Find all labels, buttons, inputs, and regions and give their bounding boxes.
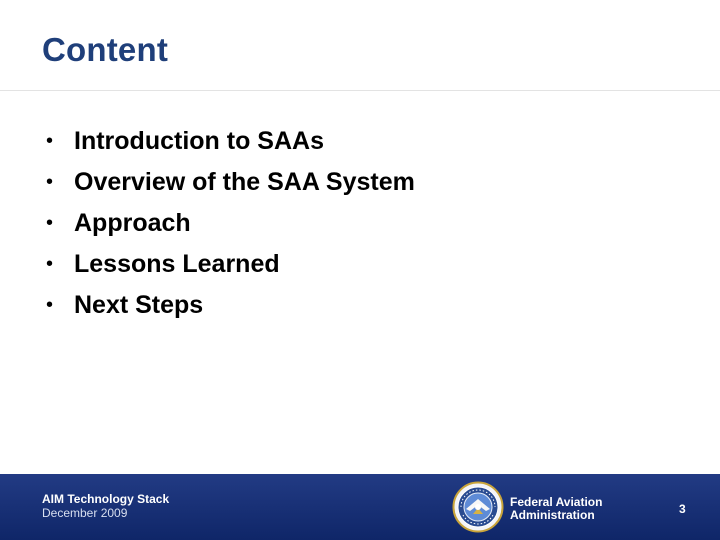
footer-bar bbox=[0, 474, 720, 540]
bullet-marker: • bbox=[46, 171, 54, 193]
title-divider bbox=[0, 90, 720, 91]
agency-name-line-1: Federal Aviation bbox=[510, 495, 603, 509]
presentation-title: AIM Technology Stack bbox=[42, 492, 170, 506]
bullet-item bbox=[46, 121, 415, 162]
bullet-marker: • bbox=[46, 212, 54, 234]
bullet-item bbox=[46, 162, 415, 203]
bullet-list bbox=[46, 121, 415, 326]
agency-name bbox=[510, 496, 602, 522]
bullet-text: Lessons Learned bbox=[74, 250, 280, 278]
bullet-marker: • bbox=[46, 130, 54, 152]
bullet-item bbox=[46, 203, 415, 244]
bullet-item bbox=[46, 244, 415, 285]
presentation-date: December 2009 bbox=[42, 506, 128, 520]
faa-seal-icon bbox=[452, 481, 504, 533]
bullet-marker: • bbox=[46, 294, 54, 316]
bullet-marker: • bbox=[46, 253, 54, 275]
bullet-text: Next Steps bbox=[74, 291, 204, 319]
footer-info bbox=[42, 492, 169, 520]
bullet-text: Overview of the SAA System bbox=[74, 168, 415, 196]
slide-title: Content bbox=[42, 31, 169, 68]
bullet-text: Approach bbox=[74, 209, 191, 237]
bullet-text: Introduction to SAAs bbox=[74, 127, 324, 155]
bullet-item bbox=[46, 285, 415, 326]
agency-name-line-2: Administration bbox=[510, 508, 595, 522]
page-number: 3 bbox=[679, 502, 686, 516]
